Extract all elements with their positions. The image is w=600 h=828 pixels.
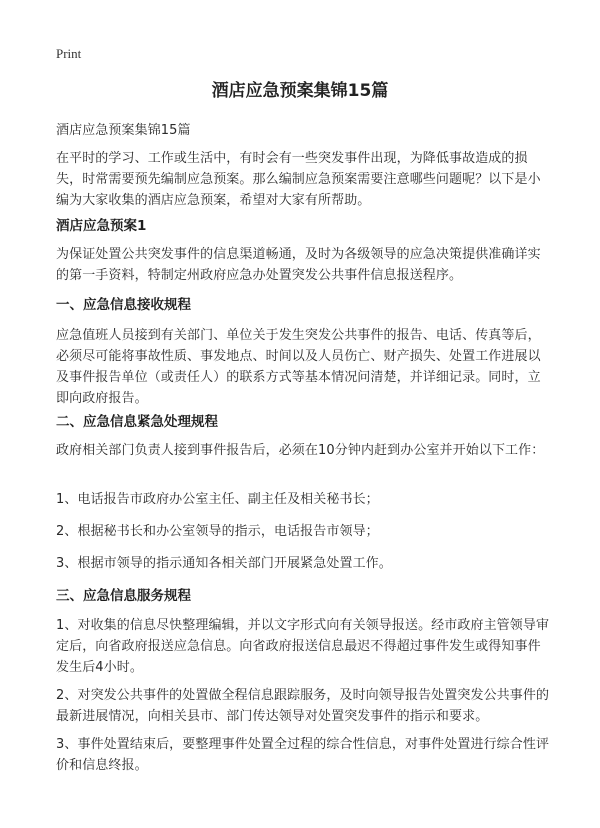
section-text-receive: 应急值班人员接到有关部门、单位关于发生突发公共事件的报告、电话、传真等后，必须尽可能将事故性质、事发地点、时间以及人员伤亡、财产损失、处置工作进展以及事件报告单位（或责任人）的联系方式等基本情况问清楚，并详细记录。同时，立即向政府报告。: [56, 328, 541, 406]
list-item: 3、事件处置结束后，要整理事件处置全过程的综合性信息，对事件处置进行综合性评价和信息终报。: [56, 737, 550, 773]
section-text-emergency: 政府相关部门负责人接到事件报告后，必须在10分钟内赶到办公室并开始以下工作：: [56, 443, 545, 458]
document-title: 酒店应急预案集锦15篇: [211, 81, 389, 101]
list-item: 1、电话报告市政府办公室主任、副主任及相关秘书长；: [56, 492, 379, 507]
list-item: 3、根据市领导的指示通知各相关部门开展紧急处置工作。: [56, 556, 392, 571]
print-link[interactable]: Print: [56, 46, 82, 61]
intro-paragraph: 在平时的学习、工作或生活中，有时会有一些突发事件出现，为降低事故造成的损失，时常需要预先编制应急预案。那么编制应急预案需要注意哪些问题呢？以下是小编为大家收集的酒店应急预案，希望对大家有所帮助。: [56, 151, 541, 208]
plan-intro-paragraph: 为保证处置公共突发事件的信息渠道畅通，及时为各级领导的应急决策提供准确详实的第一手资料，特制定州政府应急办处置突发公共事件信息报送程序。: [56, 247, 541, 283]
section-heading-receive: 一、应急信息接收规程: [56, 297, 191, 313]
plan-heading: 酒店应急预案1: [56, 218, 147, 234]
list-item: 2、对突发公共事件的处置做全程信息跟踪服务，及时向领导报告处置突发公共事件的最新进展情况，向相关县市、部门传达领导对处置突发事件的指示和要求。: [56, 688, 550, 724]
list-item: 2、根据秘书长和办公室领导的指示，电话报告市领导；: [56, 524, 379, 539]
list-item: 1、对收集的信息尽快整理编辑，并以文字形式向有关领导报送。经市政府主管领导审定后，向省政府报送应急信息。向省政府报送信息最迟不得超过事件发生或得知事件发生后4小时。: [56, 618, 550, 675]
section-heading-emergency: 二、应急信息紧急处理规程: [56, 414, 218, 430]
section-heading-service: 三、应急信息服务规程: [56, 588, 191, 604]
document-subtitle: 酒店应急预案集锦15篇: [56, 123, 191, 138]
